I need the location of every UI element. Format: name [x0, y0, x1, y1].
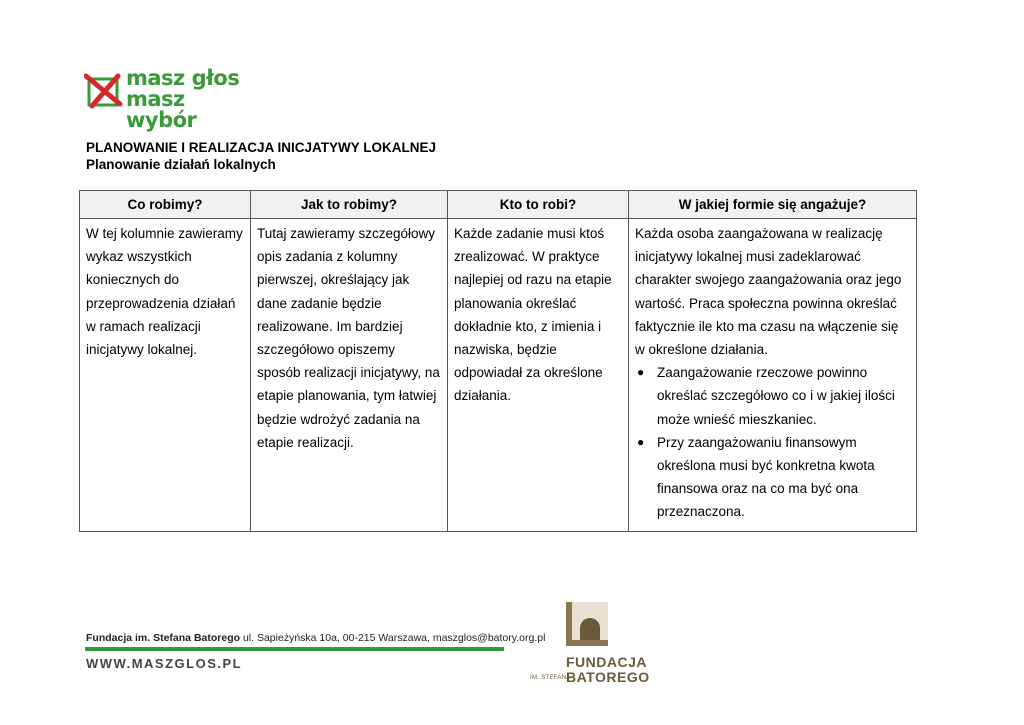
column-header-jak-to-robimy: Jak to robimy?: [251, 191, 448, 219]
cell-kto-to-robi: Każde zadanie musi ktoś zrealizować. W praktyce najlepiej od razu na etapie planowania określać dokładnie kto, z imienia i nazwiska, będzie odpowiadał za określone działania.: [448, 219, 629, 532]
logo-line-1: masz głos: [126, 66, 240, 90]
cell-intro-text: Każda osoba zaangażowana w realizację inicjatywy lokalnej musi zadeklarować charakter swojego zaangażowania oraz jego wartość. Praca społeczna powinna określać faktycznie ile kto ma czasu na włączenie się w określone działania.: [635, 226, 902, 358]
footer-website: WWW.MASZGLOS.PL: [86, 656, 243, 671]
document-heading: [86, 139, 436, 173]
batory-logo-line-1: FUNDACJA: [566, 654, 647, 670]
ballot-check-icon: [84, 70, 124, 110]
column-header-forma-zaangazowania: W jakiej formie się angażuje?: [629, 191, 917, 219]
engagement-list: [635, 361, 910, 523]
cell-co-robimy: W tej kolumnie zawieramy wykaz wszystkich koniecznych do przeprowadzenia działań w ramach realizacji inicjatywy lokalnej.: [80, 219, 251, 532]
batory-logo-line-2: BATOREGO: [566, 669, 650, 685]
masz-glos-logo: [84, 66, 254, 132]
column-header-co-robimy: Co robimy?: [80, 191, 251, 219]
document-subtitle: Planowanie działań lokalnych: [86, 157, 276, 172]
table-row: [80, 219, 917, 532]
column-header-kto-to-robi: Kto to robi?: [448, 191, 629, 219]
batory-emblem-icon: [566, 602, 608, 646]
footer-org-name: Fundacja im. Stefana Batorego: [86, 632, 241, 644]
footer-contact: [86, 632, 545, 644]
logo-line-2: masz wybór: [126, 87, 197, 132]
batory-logo-small-text: IM. STEFANA: [530, 675, 571, 681]
document-title: PLANOWANIE I REALIZACJA INICJATYWY LOKALNEJ: [86, 140, 437, 155]
footer-address: ul. Sapieżyńska 10a, 00-215 Warszawa, maszglos@batory.org.pl: [242, 632, 546, 644]
list-item: ● Przy zaangażowaniu finansowym określona musi być konkretna kwota finansowa oraz na co ma być ona przeznaczona.: [635, 431, 910, 524]
table-header-row: [80, 191, 917, 219]
cell-forma-zaangazowania: [629, 219, 917, 532]
list-item: ● Zaangażowanie rzeczowe powinno określać szczegółowo co i w jakiej ilości może wnieść mieszkaniec.: [635, 361, 910, 431]
planning-table: [79, 190, 917, 532]
batory-logo-text: [566, 655, 650, 685]
footer-divider: [85, 647, 504, 651]
cell-jak-to-robimy: Tutaj zawieramy szczegółowy opis zadania z kolumny pierwszej, określający jak dane zadanie będzie realizowane. Im bardziej szczegółowo opiszemy sposób realizacji inicjatywy, na etapie planowania, tym łatwiej będzie wdrożyć zadania na etapie realizacji.: [251, 219, 448, 532]
